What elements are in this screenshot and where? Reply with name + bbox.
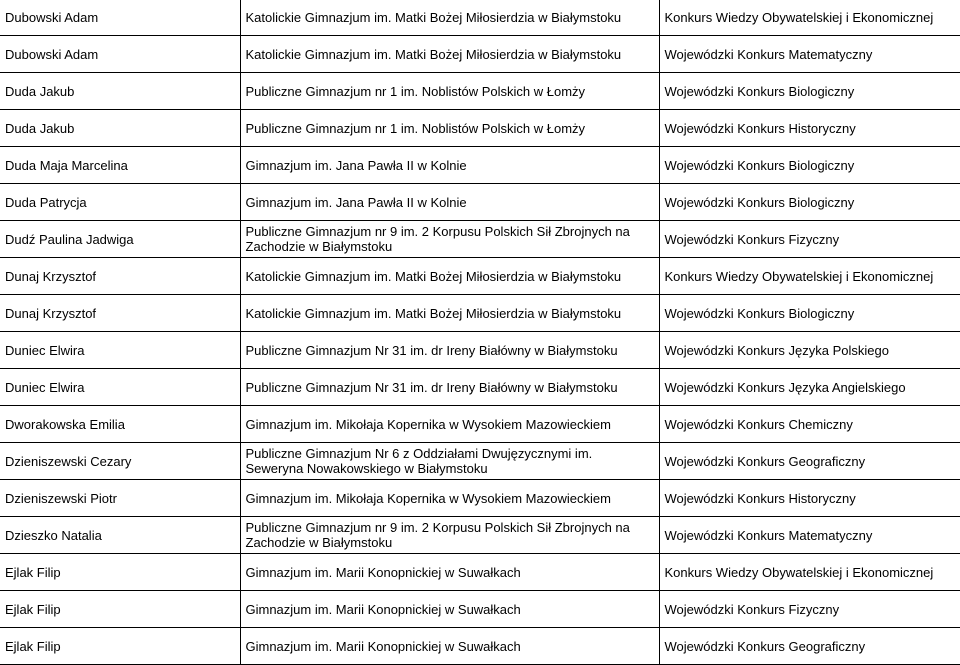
table-row [0, 591, 960, 628]
school-cell: Katolickie Gimnazjum im. Matki Bożej Miłosierdzia w Białymstoku [240, 295, 659, 332]
table-row [0, 184, 960, 221]
contest-cell: Wojewódzki Konkurs Geograficzny [659, 443, 960, 480]
table-row [0, 554, 960, 591]
table-row [0, 221, 960, 258]
school-cell: Publiczne Gimnazjum nr 9 im. 2 Korpusu Polskich Sił Zbrojnych na Zachodzie w Białymstoku [240, 221, 659, 258]
student-name-cell: Dzieniszewski Cezary [0, 443, 240, 480]
contest-cell: Konkurs Wiedzy Obywatelskiej i Ekonomicznej [659, 554, 960, 591]
student-name-cell: Ejlak Filip [0, 554, 240, 591]
student-name-cell: Duniec Elwira [0, 369, 240, 406]
student-name-cell: Dunaj Krzysztof [0, 258, 240, 295]
contest-cell: Konkurs Wiedzy Obywatelskiej i Ekonomicznej [659, 258, 960, 295]
school-cell: Gimnazjum im. Marii Konopnickiej w Suwałkach [240, 554, 659, 591]
school-cell: Gimnazjum im. Jana Pawła II w Kolnie [240, 184, 659, 221]
table-row [0, 258, 960, 295]
school-cell: Publiczne Gimnazjum nr 1 im. Noblistów Polskich w Łomży [240, 110, 659, 147]
table-row [0, 36, 960, 73]
contest-cell: Wojewódzki Konkurs Matematyczny [659, 517, 960, 554]
table-row [0, 295, 960, 332]
table-row [0, 147, 960, 184]
contest-cell: Wojewódzki Konkurs Fizyczny [659, 221, 960, 258]
student-name-cell: Dubowski Adam [0, 0, 240, 36]
table-row [0, 480, 960, 517]
table-row [0, 369, 960, 406]
school-cell: Katolickie Gimnazjum im. Matki Bożej Miłosierdzia w Białymstoku [240, 36, 659, 73]
school-cell: Gimnazjum im. Jana Pawła II w Kolnie [240, 147, 659, 184]
student-name-cell: Dzieniszewski Piotr [0, 480, 240, 517]
school-cell: Publiczne Gimnazjum Nr 31 im. dr Ireny Białówny w Białymstoku [240, 332, 659, 369]
table-row [0, 0, 960, 36]
school-cell: Gimnazjum im. Mikołaja Kopernika w Wysokiem Mazowieckiem [240, 406, 659, 443]
table-row [0, 332, 960, 369]
student-name-cell: Duniec Elwira [0, 332, 240, 369]
contest-cell: Wojewódzki Konkurs Matematyczny [659, 36, 960, 73]
school-cell: Gimnazjum im. Marii Konopnickiej w Suwałkach [240, 628, 659, 665]
school-cell: Katolickie Gimnazjum im. Matki Bożej Miłosierdzia w Białymstoku [240, 258, 659, 295]
table-row [0, 443, 960, 480]
school-cell: Gimnazjum im. Marii Konopnickiej w Suwałkach [240, 591, 659, 628]
contest-cell: Wojewódzki Konkurs Biologiczny [659, 295, 960, 332]
table-row [0, 628, 960, 665]
student-name-cell: Dzieszko Natalia [0, 517, 240, 554]
table-row [0, 73, 960, 110]
student-name-cell: Duda Jakub [0, 73, 240, 110]
student-name-cell: Duda Jakub [0, 110, 240, 147]
table-row [0, 406, 960, 443]
student-name-cell: Dworakowska Emilia [0, 406, 240, 443]
contest-cell: Wojewódzki Konkurs Biologiczny [659, 147, 960, 184]
contest-cell: Wojewódzki Konkurs Języka Polskiego [659, 332, 960, 369]
student-name-cell: Dudź Paulina Jadwiga [0, 221, 240, 258]
contest-cell: Wojewódzki Konkurs Historyczny [659, 110, 960, 147]
school-cell: Gimnazjum im. Mikołaja Kopernika w Wysokiem Mazowieckiem [240, 480, 659, 517]
student-name-cell: Duda Maja Marcelina [0, 147, 240, 184]
school-cell: Publiczne Gimnazjum Nr 31 im. dr Ireny Białówny w Białymstoku [240, 369, 659, 406]
contest-cell: Wojewódzki Konkurs Języka Angielskiego [659, 369, 960, 406]
contest-cell: Wojewódzki Konkurs Biologiczny [659, 73, 960, 110]
school-cell: Publiczne Gimnazjum nr 1 im. Noblistów Polskich w Łomży [240, 73, 659, 110]
contest-cell: Wojewódzki Konkurs Historyczny [659, 480, 960, 517]
contest-cell: Konkurs Wiedzy Obywatelskiej i Ekonomicznej [659, 0, 960, 36]
contest-cell: Wojewódzki Konkurs Chemiczny [659, 406, 960, 443]
contest-cell: Wojewódzki Konkurs Fizyczny [659, 591, 960, 628]
contest-cell: Wojewódzki Konkurs Geograficzny [659, 628, 960, 665]
student-name-cell: Duda Patrycja [0, 184, 240, 221]
student-name-cell: Dubowski Adam [0, 36, 240, 73]
contest-cell: Wojewódzki Konkurs Biologiczny [659, 184, 960, 221]
student-name-cell: Ejlak Filip [0, 591, 240, 628]
student-name-cell: Dunaj Krzysztof [0, 295, 240, 332]
school-cell: Publiczne Gimnazjum Nr 6 z Oddziałami Dwujęzycznymi im. Seweryna Nowakowskiego w Białymstoku [240, 443, 659, 480]
table-row [0, 517, 960, 554]
table-row [0, 110, 960, 147]
school-cell: Publiczne Gimnazjum nr 9 im. 2 Korpusu Polskich Sił Zbrojnych na Zachodzie w Białymstoku [240, 517, 659, 554]
school-cell: Katolickie Gimnazjum im. Matki Bożej Miłosierdzia w Białymstoku [240, 0, 659, 36]
student-name-cell: Ejlak Filip [0, 628, 240, 665]
